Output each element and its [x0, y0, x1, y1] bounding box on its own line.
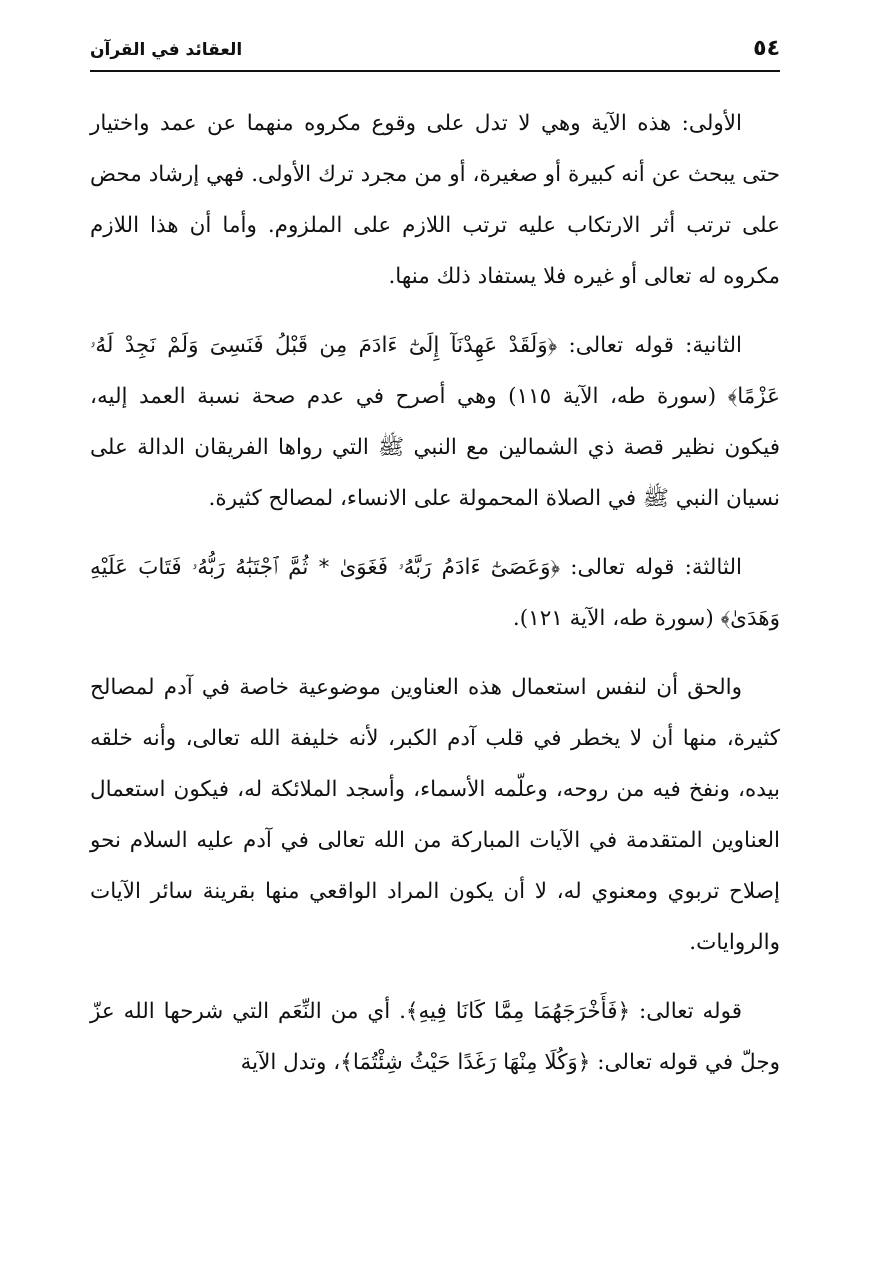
book-page — [90, 0, 780, 1264]
paragraph-third-point — [90, 542, 780, 644]
paragraph-truth — [90, 662, 780, 968]
paragraph-first-point — [90, 98, 780, 302]
page-body — [90, 98, 780, 1106]
paragraph-tail: (سورة طه، الآية ١١٥) وهي أصرح في عدم صحة نسبة العمد إليه، فيكون نظير قصة ذي الشمالين مع النبي ﷺ التي رواها الفريقان الدالة على نسيان النبي ﷺ في الصلاة المحمولة على الانساء، لمصالح كثيرة. — [90, 384, 780, 511]
paragraph-second-point — [90, 320, 780, 524]
page-header — [90, 34, 780, 72]
paragraph-text: الأولى: هذه الآية وهي لا تدل على وقوع مكروه منهما عن عمد واختيار حتى يبحث عن أنه كبيرة أو صغيرة، أو من مجرد ترك الأولى. فهي إرشاد محض على ترتب أثر الارتكاب عليه ترتب اللازم على الملزوم. وأما أن هذا اللازم مكروه له تعالى أو غيره فلا يستفاد ذلك منها. — [90, 111, 780, 289]
page-number: ٥٤ — [753, 36, 780, 61]
book-title: العقائد في القرآن — [90, 40, 243, 60]
paragraph-lead: الثانية: قوله تعالى: — [557, 333, 742, 358]
paragraph-text: والحق أن لنفس استعمال هذه العناوين موضوعية خاصة في آدم لمصالح كثيرة، منها أن لا يخطر في قلب آدم الكبر، لأنه خليفة الله تعالى، وأنه خلقه بيده، ونفخ فيه من روحه، وعلّمه الأسماء، وأسجد الملائكة له، فيكون استعمال العناوين المتقدمة في الآيات المباركة من الله تعالى في آدم عليه السلام نحو إصلاح تربوي ومعنوي له، لا أن يكون المراد الواقعي منها بقرينة سائر الآيات والروايات. — [90, 675, 780, 955]
paragraph-middle: . أي من النِّعَم التي شرحها الله عزّ وجلّ في قوله تعالى: — [90, 999, 780, 1075]
quran-verse-second: ﴿وَكُلَا مِنْهَا رَغَدًا حَيْثُ شِئْتُمَا﴾ — [340, 1050, 591, 1075]
quran-verse: ﴿وَلَقَدْ عَهِدْنَآ إِلَىٰٓ ءَادَمَ مِن قَبْلُ فَنَسِىَ وَلَمْ نَجِدْ لَهُۥ عَزْمًا﴾ — [90, 333, 780, 409]
quran-verse: ﴿وَعَصَىٰٓ ءَادَمُ رَبَّهُۥ فَغَوَىٰ * ثُمَّ ٱجْتَبَٰهُ رَبُّهُۥ فَتَابَ عَلَيْهِ وَهَدَىٰ﴾ — [90, 555, 780, 631]
paragraph-tail: ، وتدل الآية — [240, 1050, 341, 1075]
quran-verse: ﴿فَأَخْرَجَهُمَا مِمَّا كَانَا فِيهِ﴾ — [405, 999, 631, 1024]
paragraph-tail: (سورة طه، الآية ١٢١). — [512, 606, 721, 631]
paragraph-lead: الثالثة: قوله تعالى: — [560, 555, 742, 580]
paragraph-lead: قوله تعالى: — [630, 999, 742, 1024]
paragraph-expulsion — [90, 986, 780, 1088]
